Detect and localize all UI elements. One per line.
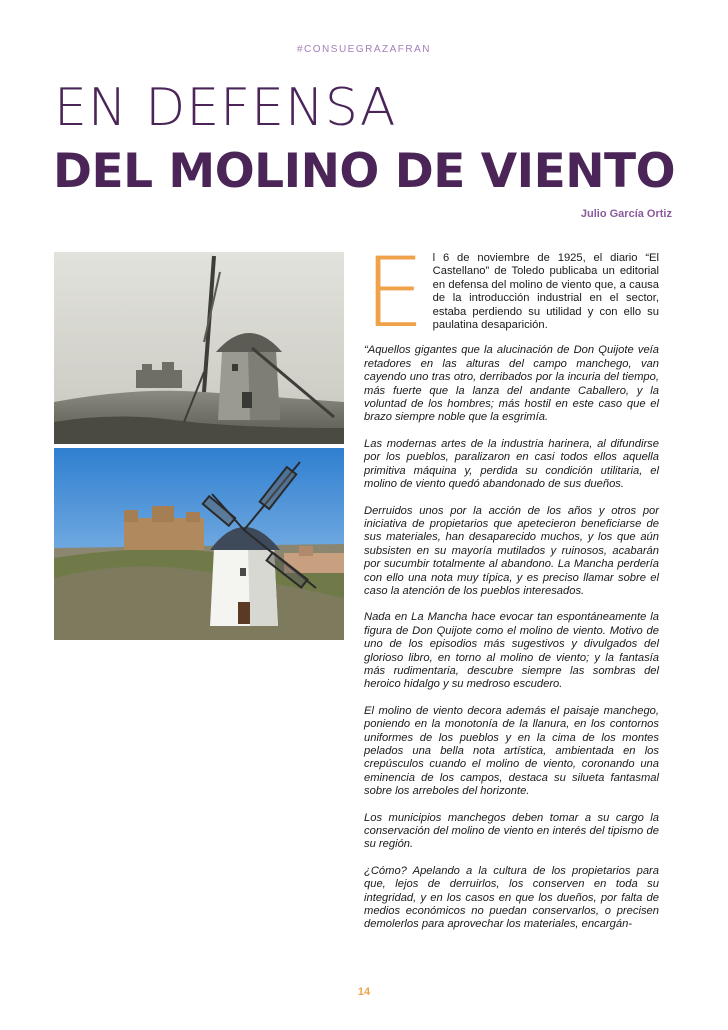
- title-line-1: EN DEFENSA: [54, 78, 397, 138]
- paragraph-7: ¿Cómo? Apelando a la cultura de los propietarios para que, lejos de derruirlos, los conserven en toda su integridad, y en los casos en que los dueños, por falta de medios económicos no puedan conservarlos, o precisen demolerlos para aprovechar los materiales, encargán-: [364, 864, 659, 931]
- paragraph-4: Nada en La Mancha hace evocar tan espontáneamente la figura de Don Quijote como el molino de viento. Motivo de uno de los episodios más sugestivos y divulgados del glorioso libro, en torno al molino de viento; y la fantasía más rudimentaria, descubre siempre las sombras del heroico hidalgo y su medroso escudero.: [364, 611, 659, 691]
- article-body: [364, 237, 659, 945]
- paragraph-5: El molino de viento decora además el paisaje manchego, poniendo en la monotonía de la llanura, en los contornos uniformes de los pueblos y en la cima de los montes pelados una bella nota artística, ambientada en los crepúsculos cuando el molino de viento, coronando una eminencia de los campos, destaca su silueta fantasmal sobre los arreboles del horizonte.: [364, 704, 659, 798]
- paragraph-1: “Aquellos gigantes que la alucinación de Don Quijote veía retadores en las alturas del campo manchego, van cayendo uno tras otro, derribados por la incuria del tiempo, más fuerte que la lanza del andante Caballero, y la voluntad de los hombres; más hostil en este caso que el brazo siempre noble que la esgrimía.: [364, 344, 659, 424]
- paragraph-2: Las modernas artes de la industria harinera, al difundirse por los pueblos, paralizaron en casi todos ellos aquella primitiva máquina y, perdida su condición utilitaria, el molino de viento quedó abandonado de sus dueños.: [364, 437, 659, 491]
- author-byline: Julio García Ortiz: [580, 208, 672, 220]
- title-line-2: DEL MOLINO DE VIENTO: [53, 144, 676, 199]
- section-hashtag: #CONSUEGRAZAFRAN: [296, 44, 431, 55]
- paragraph-6: Los municipios manchegos deben tomar a su cargo la conservación del molino de viento en interés del tipismo de su región.: [364, 811, 659, 851]
- historic-windmill-image: [54, 252, 344, 444]
- page-number: 14: [357, 986, 371, 998]
- paragraph-3: Derruidos unos por la acción de los años y otros por iniciativa de propietarios que apetecieron beneficiarse de sus materiales, han desaparecido muchos, y los que aún subsisten en su mayoría mutilados y ruinosos, acabarán por sucumbir totalmente al abandono. La Mancha perdería con ello una nota muy típica, y es preciso llamar sobre el caso la atención de los pueblos interesados.: [364, 504, 659, 597]
- drop-cap: E: [364, 237, 425, 349]
- lead-paragraph: l 6 de noviembre de 1925, el diario “El Castellano” de Toledo publicaba un editorial en defensa del molino de viento que, a causa de la introducción industrial en el sector, estaba perdiendo su utilidad y con ello su paulatina desaparición.: [432, 252, 659, 332]
- modern-windmill-image: [54, 448, 344, 640]
- modern-windmill-photo: [54, 448, 344, 640]
- historic-windmill-photo: [54, 252, 344, 444]
